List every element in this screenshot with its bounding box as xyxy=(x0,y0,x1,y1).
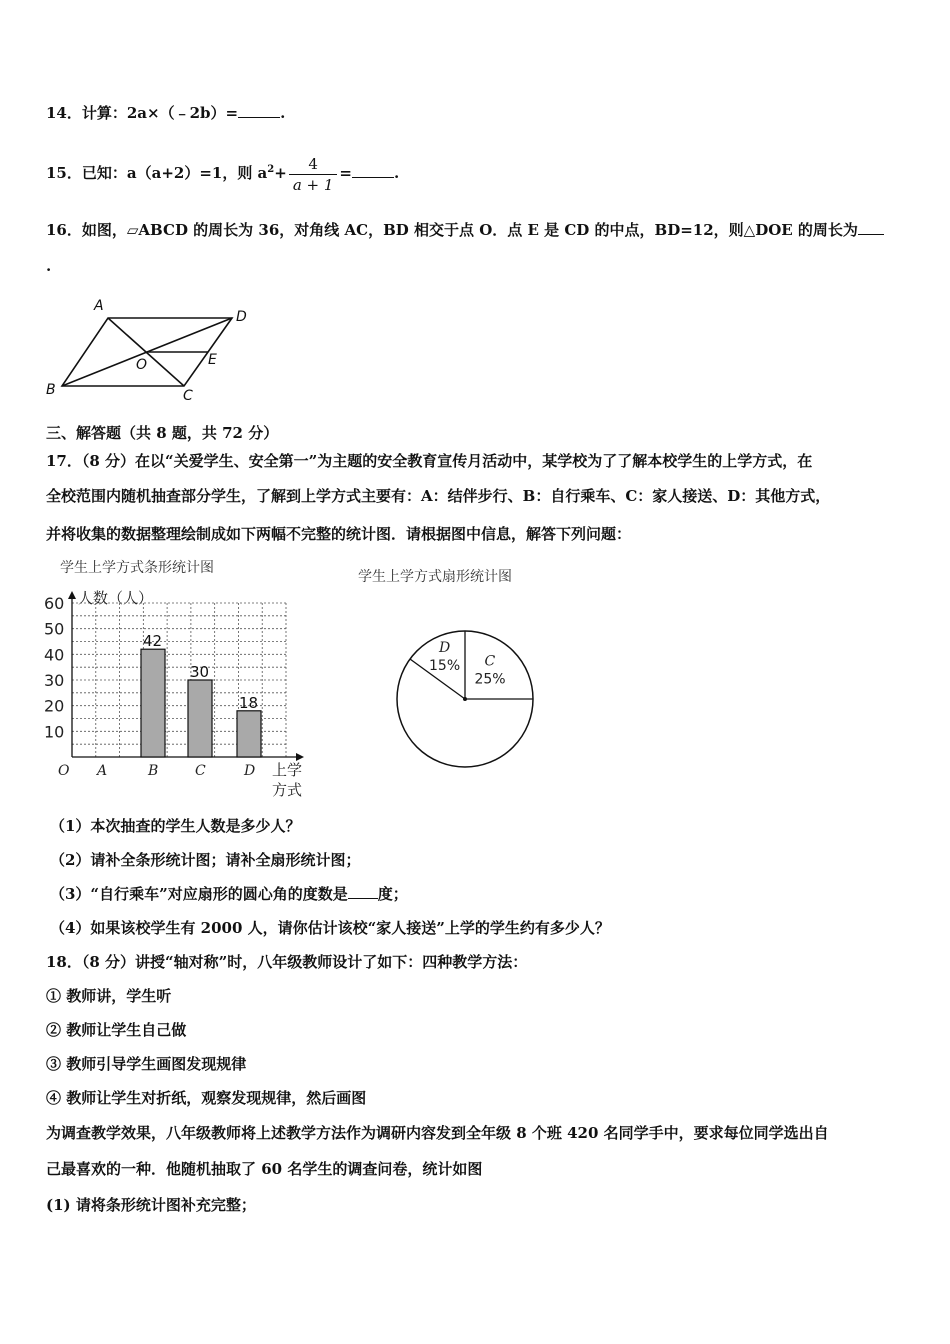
q15-equals: = xyxy=(339,164,352,182)
q14-tail: . xyxy=(280,104,286,122)
q17-sub-2: （2）请补全条形统计图；请补全扇形统计图； xyxy=(50,851,361,869)
category-label-c: C xyxy=(195,763,206,779)
bar-chart-axes xyxy=(68,591,304,761)
y-tick-label: 50 xyxy=(44,619,65,639)
bar-chart-categories xyxy=(95,763,255,779)
y-tick-label: 20 xyxy=(44,696,65,716)
bar-c xyxy=(188,680,212,757)
data-label-c: 30 xyxy=(190,663,210,681)
q18-method-4: ④ 教师让学生对折纸，观察发现规律，然后画图 xyxy=(46,1089,367,1107)
q17-sub-3 xyxy=(50,884,408,904)
q16-text: 如图，▱ABCD 的周长为 36，对角线 AC，BD 相交于点 O．点 E 是 CD 的中点，BD=12，则△DOE 的周长为 xyxy=(81,221,858,239)
label-a: A xyxy=(94,298,104,314)
parallelogram-figure xyxy=(40,290,260,405)
label-c: C xyxy=(183,388,193,404)
bar-chart-title: 学生上学方式条形统计图 xyxy=(60,560,214,576)
y-tick-label: 60 xyxy=(44,594,65,613)
q15-tail: . xyxy=(394,164,400,182)
data-label-b: 42 xyxy=(143,632,163,651)
q14-number: 14． xyxy=(46,104,82,122)
q17-line-3: 并将收集的数据整理绘制成如下两幅不完整的统计图．请根据图中信息，解答下列问题： xyxy=(46,525,632,543)
q17-sub-3-suffix: 度； xyxy=(377,885,408,903)
pie-slice-labels xyxy=(429,640,506,688)
pie-chart-title: 学生上学方式扇形统计图 xyxy=(358,569,512,585)
bar-chart-x-label-line2: 方式 xyxy=(272,781,303,799)
bar-chart-y-label: 人数（人） xyxy=(78,589,154,607)
q16-tail: . xyxy=(46,257,52,275)
pie-percent-d: 15% xyxy=(429,657,461,674)
pie-label-c: C xyxy=(484,653,496,670)
q15-fraction-numerator: 4 xyxy=(289,154,338,175)
question-15 xyxy=(46,148,399,195)
q18-sub-1: (1) 请将条形统计图补充完整； xyxy=(46,1196,256,1214)
q18-line-1: 18．（8 分）讲授“轴对称”时，八年级教师设计了如下：四种教学方法： xyxy=(46,953,528,971)
q17-sub-3-prefix: （3）“自行乘车”对应扇形的圆心角的度数是 xyxy=(50,885,348,903)
q18-line-2: 为调查教学效果，八年级教师将上述教学方法作为调研内容发到全年级 8 个班 420 名同学手中，要求每位同学选出自 xyxy=(46,1124,829,1142)
q16-answer-blank xyxy=(858,220,884,235)
bar-chart-origin: O xyxy=(58,763,70,779)
q17-sub-4: （4）如果该校学生有 2000 人，请你估计该校“家人接送”上学的学生约有多少人？ xyxy=(50,919,610,937)
q17-line-2: 全校范围内随机抽查部分学生，了解到上学方式主要有：A：结伴步行、B：自行乘车、C：家人接送、D：其他方式， xyxy=(46,487,831,505)
q15-fraction xyxy=(289,154,338,195)
y-tick-label: 30 xyxy=(44,671,65,690)
q17-sub-3-blank xyxy=(348,884,378,899)
category-label-b: B xyxy=(148,763,159,779)
q15-plus: + xyxy=(274,164,287,182)
label-d: D xyxy=(236,309,247,325)
bar-d xyxy=(237,711,261,757)
q18-method-1: ① 教师讲，学生听 xyxy=(46,987,172,1005)
section-3-title: 三、解答题（共 8 题，共 72 分） xyxy=(46,424,279,442)
label-b: B xyxy=(46,382,56,398)
y-tick-label: 10 xyxy=(44,722,65,742)
q18-line-3: 己最喜欢的一种．他随机抽取了 60 名学生的调查问卷，统计如图 xyxy=(46,1160,483,1178)
q16-tail-line xyxy=(46,256,51,276)
question-16 xyxy=(46,220,884,240)
q18-method-2: ② 教师让学生自己做 xyxy=(46,1021,187,1039)
bar-chart xyxy=(40,555,340,805)
pie-label-d: D xyxy=(439,639,451,656)
q15-fraction-denominator: a + 1 xyxy=(292,175,334,194)
pie-chart xyxy=(350,562,590,777)
bar-b xyxy=(141,649,165,757)
q15-superscript: 2 xyxy=(267,164,275,175)
pie-percent-c: 25% xyxy=(474,671,506,688)
q17-line-1: 17．（8 分）在以“关爱学生、安全第一”为主题的安全教育宣传月活动中，某学校为了了解本校学生的上学方式，在 xyxy=(46,452,813,470)
x-axis-arrow xyxy=(296,753,304,761)
q18-method-3: ③ 教师引导学生画图发现规律 xyxy=(46,1055,247,1073)
bar-chart-x-label-line1: 上学 xyxy=(272,761,303,779)
q15-prefix: 已知：a（a+2）=1，则 a xyxy=(81,164,268,182)
y-tick-label: 40 xyxy=(44,645,65,665)
q17-sub-1: （1）本次抽查的学生人数是多少人？ xyxy=(50,817,301,835)
label-o: O xyxy=(136,357,148,373)
y-axis-arrow xyxy=(68,591,76,599)
q15-number: 15． xyxy=(46,164,82,182)
q16-number: 16． xyxy=(46,221,82,239)
data-label-d: 18 xyxy=(239,693,259,712)
label-e: E xyxy=(208,352,217,368)
category-label-a: A xyxy=(97,763,108,779)
category-label-d: D xyxy=(244,763,256,779)
q14-text: 计算：2a×（﹣2b）= xyxy=(81,104,239,122)
q15-answer-blank xyxy=(352,163,394,178)
q14-answer-blank xyxy=(238,103,280,118)
pie-center xyxy=(463,697,467,701)
bar-chart-y-ticks xyxy=(44,594,64,741)
question-14 xyxy=(46,103,285,123)
